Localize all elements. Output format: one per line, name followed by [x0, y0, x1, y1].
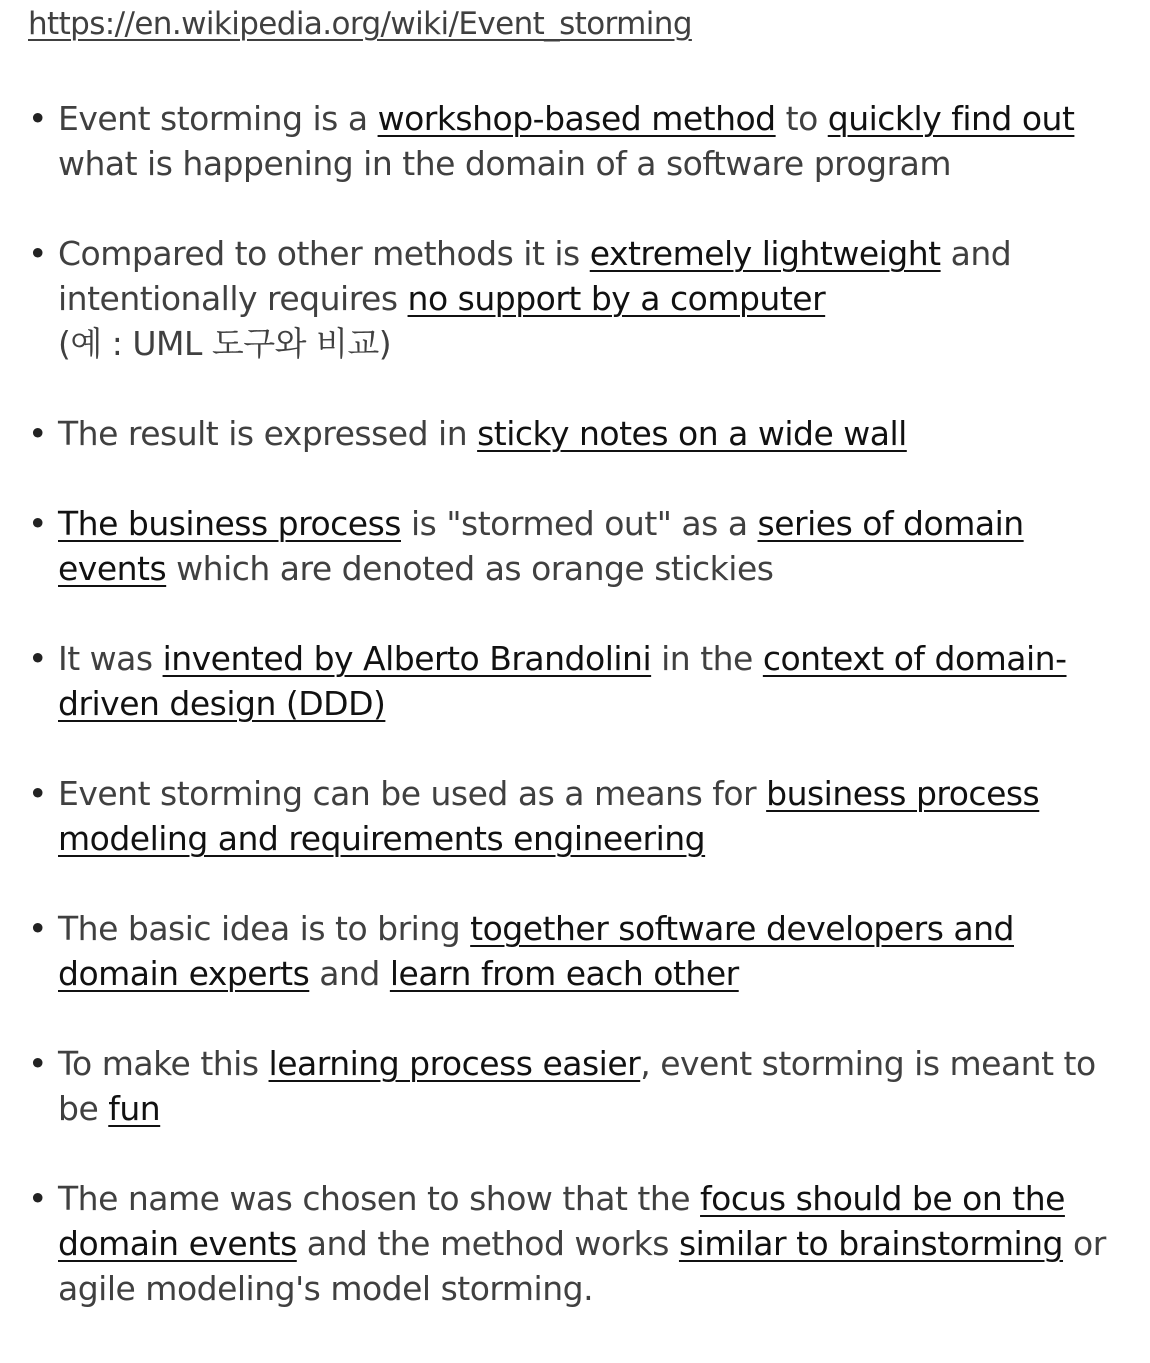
bullet-text — [58, 501, 1138, 591]
bullet-item — [28, 771, 1138, 861]
bullet-item — [28, 231, 1138, 366]
underlined-phrase: similar to brainstorming — [678, 1224, 1064, 1263]
bullet-item — [28, 411, 1138, 456]
text-segment: which are denoted as orange stickies — [166, 549, 774, 588]
underlined-phrase: quickly find out — [827, 99, 1075, 138]
bullet-dot-icon: • — [28, 909, 47, 948]
bullet-dot-icon: • — [28, 639, 47, 678]
underlined-phrase: no support by a computer — [407, 279, 826, 318]
bullet-item — [28, 906, 1138, 996]
text-segment: The name was chosen to show that the — [58, 1179, 701, 1218]
bullet-dot-icon: • — [28, 234, 47, 273]
text-segment: and intentionally requires — [58, 234, 1012, 318]
text-segment: Compared to other methods it is — [58, 234, 590, 273]
text-segment: what is happening in the domain of a software program — [58, 144, 952, 183]
underlined-phrase: series of domain events — [58, 504, 1024, 588]
bullet-text — [58, 411, 1138, 456]
bullet-item — [28, 1176, 1138, 1311]
bullet-dot-icon: • — [28, 1179, 47, 1218]
underlined-phrase: business process modeling and requirements engineering — [58, 774, 1040, 858]
text-segment: , event storming is meant to be — [58, 1044, 1096, 1128]
bullet-item — [28, 1041, 1138, 1131]
bullet-dot-icon: • — [28, 414, 47, 453]
underlined-phrase: context of domain-driven design (DDD) — [58, 639, 1067, 723]
source-url-link[interactable]: https://en.wikipedia.org/wiki/Event_storming — [28, 6, 692, 42]
text-segment: to — [775, 99, 828, 138]
underlined-phrase: fun — [108, 1089, 161, 1128]
bullet-dot-icon: • — [28, 504, 47, 543]
bullet-text — [58, 771, 1138, 861]
text-segment: Event storming can be used as a means for — [58, 774, 767, 813]
underlined-phrase: focus should be on the domain events — [58, 1179, 1065, 1263]
text-segment: To make this — [58, 1044, 269, 1083]
text-segment: is "stormed out" as a — [401, 504, 758, 543]
text-segment: The result is expressed in — [58, 414, 478, 453]
text-segment: It was — [58, 639, 163, 678]
bullet-text — [58, 231, 1138, 366]
bullet-dot-icon: • — [28, 99, 47, 138]
bullet-item — [28, 636, 1138, 726]
underlined-phrase: workshop-based method — [377, 99, 776, 138]
text-segment: or agile modeling's model storming. — [58, 1224, 1106, 1308]
text-segment: Event storming is a — [58, 99, 378, 138]
text-segment: in the — [651, 639, 763, 678]
underlined-phrase: invented by Alberto Brandolini — [162, 639, 652, 678]
text-segment: and the method works — [296, 1224, 679, 1263]
bullet-item — [28, 501, 1138, 591]
bullet-text — [58, 906, 1138, 996]
underlined-phrase: together software developers and domain experts — [58, 909, 1014, 993]
bullet-text — [58, 1176, 1138, 1311]
bullet-dot-icon: • — [28, 1044, 47, 1083]
underlined-phrase: extremely lightweight — [589, 234, 941, 273]
underlined-phrase: learning process easier — [268, 1044, 641, 1083]
underlined-phrase: sticky notes on a wide wall — [477, 414, 907, 453]
text-segment: The basic idea is to bring — [58, 909, 471, 948]
underlined-phrase: learn from each other — [389, 954, 739, 993]
underlined-phrase: The business process — [58, 504, 401, 543]
bullet-text — [58, 636, 1138, 726]
text-segment: (예 : UML 도구와 비교) — [58, 324, 392, 363]
bullet-item — [28, 96, 1138, 186]
bullet-dot-icon: • — [28, 774, 47, 813]
bullet-text — [58, 1041, 1138, 1131]
bullet-text — [58, 96, 1138, 186]
text-segment: and — [309, 954, 390, 993]
